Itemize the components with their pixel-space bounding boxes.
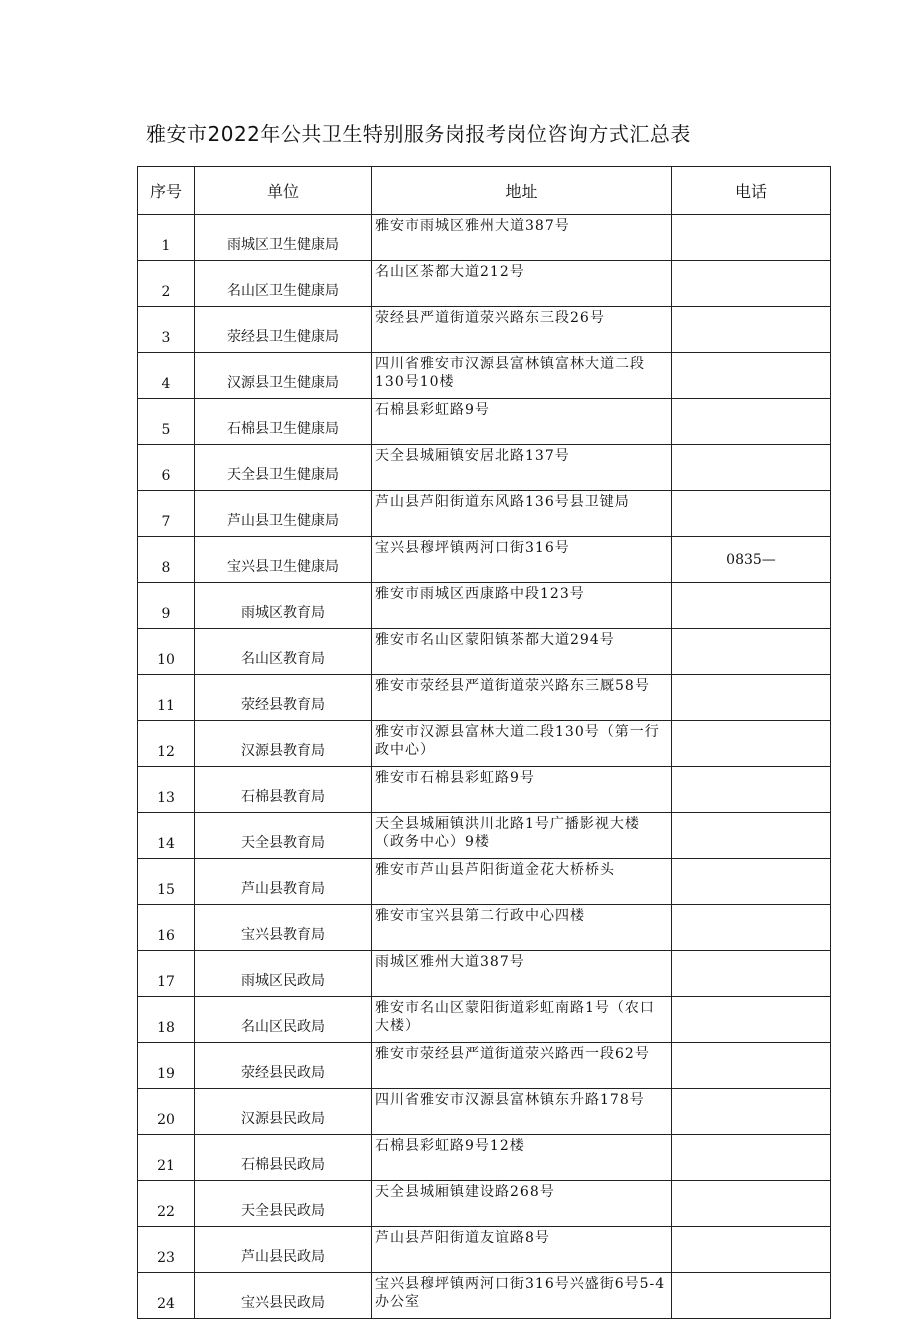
table-row xyxy=(138,1135,831,1181)
unit-address: 石棉县彩虹路9号12楼 xyxy=(372,1135,672,1181)
unit-name: 雨城区教育局 xyxy=(195,583,372,629)
unit-phone xyxy=(672,1273,831,1319)
row-number: 3 xyxy=(138,307,195,353)
row-number: 2 xyxy=(138,261,195,307)
table-row xyxy=(138,905,831,951)
unit-address: 雅安市宝兴县第二行政中心四楼 xyxy=(372,905,672,951)
unit-address: 天全县城厢镇建设路268号 xyxy=(372,1181,672,1227)
table-row xyxy=(138,537,831,583)
row-number: 13 xyxy=(138,767,195,813)
unit-name: 天全县卫生健康局 xyxy=(195,445,372,491)
unit-address: 四川省雅安市汉源县富林镇富林大道二段130号10楼 xyxy=(372,353,672,399)
unit-phone xyxy=(672,1181,831,1227)
unit-address: 雅安市荥经县严道街道荥兴路东三厩58号 xyxy=(372,675,672,721)
unit-address: 宝兴县穆坪镇两河口街316号兴盛街6号5-4办公室 xyxy=(372,1273,672,1319)
table-row xyxy=(138,1043,831,1089)
row-number: 23 xyxy=(138,1227,195,1273)
unit-phone xyxy=(672,629,831,675)
unit-phone xyxy=(672,307,831,353)
unit-phone xyxy=(672,767,831,813)
unit-name: 宝兴县教育局 xyxy=(195,905,372,951)
unit-name: 荥经县卫生健康局 xyxy=(195,307,372,353)
unit-name: 石棉县民政局 xyxy=(195,1135,372,1181)
unit-name: 芦山县教育局 xyxy=(195,859,372,905)
row-number: 24 xyxy=(138,1273,195,1319)
unit-phone xyxy=(672,261,831,307)
row-number: 9 xyxy=(138,583,195,629)
unit-name: 雨城区卫生健康局 xyxy=(195,215,372,261)
unit-name: 荥经县教育局 xyxy=(195,675,372,721)
row-number: 16 xyxy=(138,905,195,951)
table-row xyxy=(138,215,831,261)
table-row xyxy=(138,399,831,445)
unit-phone xyxy=(672,1227,831,1273)
header-address: 地址 xyxy=(372,167,672,215)
header-no: 序号 xyxy=(138,167,195,215)
unit-address: 名山区茶都大道212号 xyxy=(372,261,672,307)
unit-name: 石棉县卫生健康局 xyxy=(195,399,372,445)
row-number: 21 xyxy=(138,1135,195,1181)
unit-address: 雅安市芦山县芦阳街道金花大桥桥头 xyxy=(372,859,672,905)
table-row xyxy=(138,1273,831,1319)
header-unit: 单位 xyxy=(195,167,372,215)
row-number: 1 xyxy=(138,215,195,261)
table-row xyxy=(138,1227,831,1273)
table-row xyxy=(138,721,831,767)
table-row xyxy=(138,307,831,353)
unit-phone xyxy=(672,951,831,997)
table-row xyxy=(138,813,831,859)
unit-phone xyxy=(672,1089,831,1135)
unit-address: 雅安市名山区蒙阳镇茶都大道294号 xyxy=(372,629,672,675)
unit-name: 名山区教育局 xyxy=(195,629,372,675)
unit-phone xyxy=(672,445,831,491)
unit-name: 天全县教育局 xyxy=(195,813,372,859)
unit-name: 荥经县民政局 xyxy=(195,1043,372,1089)
unit-name: 名山区卫生健康局 xyxy=(195,261,372,307)
row-number: 20 xyxy=(138,1089,195,1135)
unit-address: 石棉县彩虹路9号 xyxy=(372,399,672,445)
table-row xyxy=(138,583,831,629)
unit-phone xyxy=(672,997,831,1043)
unit-address: 雅安市雨城区西康路中段123号 xyxy=(372,583,672,629)
unit-address: 天全县城厢镇安居北路137号 xyxy=(372,445,672,491)
table-row xyxy=(138,445,831,491)
unit-phone xyxy=(672,491,831,537)
table-row xyxy=(138,951,831,997)
table-row xyxy=(138,1089,831,1135)
unit-name: 汉源县卫生健康局 xyxy=(195,353,372,399)
table-row xyxy=(138,1181,831,1227)
table-row xyxy=(138,261,831,307)
row-number: 15 xyxy=(138,859,195,905)
unit-address: 天全县城厢镇洪川北路1号广播影视大楼（政务中心）9楼 xyxy=(372,813,672,859)
table-row xyxy=(138,859,831,905)
table-row xyxy=(138,629,831,675)
unit-name: 汉源县教育局 xyxy=(195,721,372,767)
unit-phone: 0835— xyxy=(672,537,831,583)
unit-address: 雅安市汉源县富林大道二段130号（第一行政中心） xyxy=(372,721,672,767)
row-number: 6 xyxy=(138,445,195,491)
unit-address: 四川省雅安市汉源县富林镇东升路178号 xyxy=(372,1089,672,1135)
unit-name: 天全县民政局 xyxy=(195,1181,372,1227)
unit-name: 雨城区民政局 xyxy=(195,951,372,997)
unit-name: 芦山县民政局 xyxy=(195,1227,372,1273)
row-number: 18 xyxy=(138,997,195,1043)
row-number: 4 xyxy=(138,353,195,399)
unit-address: 雅安市石棉县彩虹路9号 xyxy=(372,767,672,813)
unit-address: 雅安市名山区蒙阳街道彩虹南路1号（农口大楼） xyxy=(372,997,672,1043)
page-title: 雅安市2022年公共卫生特别服务岗报考岗位咨询方式汇总表 xyxy=(146,122,691,146)
unit-address: 雅安市荥经县严道街道荥兴路西一段62号 xyxy=(372,1043,672,1089)
unit-address: 荥经县严道街道荥兴路东三段26号 xyxy=(372,307,672,353)
row-number: 17 xyxy=(138,951,195,997)
unit-name: 名山区民政局 xyxy=(195,997,372,1043)
unit-name: 汉源县民政局 xyxy=(195,1089,372,1135)
row-number: 7 xyxy=(138,491,195,537)
unit-phone xyxy=(672,859,831,905)
unit-phone xyxy=(672,1135,831,1181)
unit-phone xyxy=(672,675,831,721)
row-number: 12 xyxy=(138,721,195,767)
unit-address: 宝兴县穆坪镇两河口街316号 xyxy=(372,537,672,583)
unit-phone xyxy=(672,905,831,951)
unit-phone xyxy=(672,583,831,629)
table-row xyxy=(138,767,831,813)
unit-address: 芦山县芦阳街道东风路136号县卫键局 xyxy=(372,491,672,537)
unit-address: 芦山县芦阳街道友谊路8号 xyxy=(372,1227,672,1273)
unit-address: 雅安市雨城区雅州大道387号 xyxy=(372,215,672,261)
unit-name: 芦山县卫生健康局 xyxy=(195,491,372,537)
unit-name: 石棉县教育局 xyxy=(195,767,372,813)
contact-table xyxy=(137,166,831,1319)
table-row xyxy=(138,353,831,399)
table-row xyxy=(138,491,831,537)
row-number: 14 xyxy=(138,813,195,859)
row-number: 19 xyxy=(138,1043,195,1089)
table-header-row xyxy=(138,167,831,215)
row-number: 11 xyxy=(138,675,195,721)
unit-name: 宝兴县卫生健康局 xyxy=(195,537,372,583)
row-number: 22 xyxy=(138,1181,195,1227)
unit-phone xyxy=(672,353,831,399)
row-number: 8 xyxy=(138,537,195,583)
unit-phone xyxy=(672,1043,831,1089)
row-number: 10 xyxy=(138,629,195,675)
unit-phone xyxy=(672,399,831,445)
unit-phone xyxy=(672,215,831,261)
unit-address: 雨城区雅州大道387号 xyxy=(372,951,672,997)
unit-name: 宝兴县民政局 xyxy=(195,1273,372,1319)
table-row xyxy=(138,997,831,1043)
unit-phone xyxy=(672,721,831,767)
header-phone: 电话 xyxy=(672,167,831,215)
table-body xyxy=(138,215,831,1319)
table-row xyxy=(138,675,831,721)
unit-phone xyxy=(672,813,831,859)
row-number: 5 xyxy=(138,399,195,445)
